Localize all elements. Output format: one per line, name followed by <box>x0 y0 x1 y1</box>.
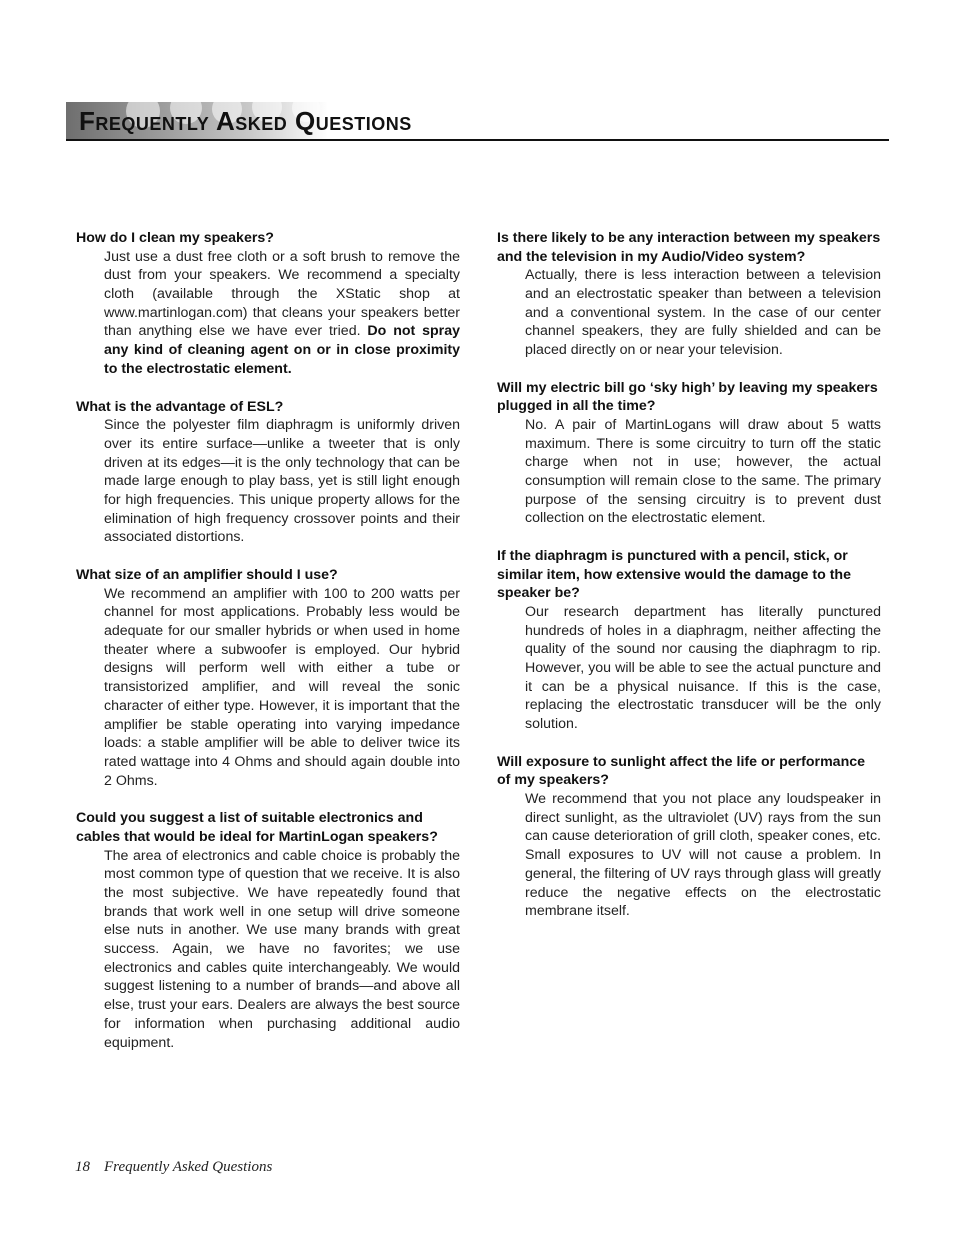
page-title: Frequently Asked Questions <box>79 106 412 136</box>
faq-answer: We recommend that you not place any loudspeaker in direct sunlight, as the ultraviolet (UV) rays from the sun can cause deterioration of grill cloth, speaker cones, etc. Small exposures to UV will not cause a problem. In general, the filtering of UV rays through glass will greatly reduce the negative effects on the electrostatic membrane itself. <box>525 791 881 920</box>
faq-item <box>497 753 881 921</box>
faq-answer: Actually, there is less interaction between a television and an electrostatic speaker than between a television and a conventional system. In the case of our center channel speakers, they are fully shielded and can be placed directly on or near your television. <box>525 267 881 358</box>
page-number: 18 <box>75 1159 90 1175</box>
faq-item <box>497 229 881 360</box>
faq-item <box>497 547 881 734</box>
faq-question: What is the advantage of ESL? <box>76 398 284 415</box>
faq-answer: Our research department has literally punctured hundreds of holes in a diaphragm, neither affecting the quality of the sound nor causing the diaphragm to rip. However, you will be able to see the actual puncture and it can be a physical nuisance. If this is the case, replacing the electrostatic transducer will be the only solution. <box>525 603 881 733</box>
right-column <box>497 229 881 940</box>
faq-answer: No. A pair of MartinLogans will draw about 5 watts maximum. There is some circuitry to turn off the static charge when not in use; however, the actual consumption will remain close to the same. The primary purpose of the sensing circuitry is to prevent dust collection on the electrostatic element. <box>525 416 881 527</box>
faq-question: Will my electric bill go ‘sky high’ by leaving my speakers plugged in all the time? <box>497 379 878 415</box>
faq-question: How do I clean my speakers? <box>76 230 274 246</box>
faq-question: If the diaphragm is punctured with a pencil, stick, or similar item, how extensive would the damage to the speaker be? <box>497 548 851 602</box>
faq-answer-text: Just use a dust free cloth or a soft brush to remove the dust from your speakers. We recommend a specialty cloth (available through the XStatic shop at www.martinlogan.com) that cleans your speakers better than anything else we have ever tried. <box>104 248 460 340</box>
faq-answer-warning: Do not spray any kind of cleaning agent on or in close proximity to the electrostatic element. <box>104 323 460 377</box>
faq-question: Could you suggest a list of suitable electronics and cables that would be ideal for MartinLogan speakers? <box>76 810 438 845</box>
page-header <box>66 100 889 141</box>
faq-item <box>76 229 460 379</box>
faq-item <box>76 398 460 548</box>
header-rule <box>66 139 889 141</box>
faq-item <box>76 809 460 1052</box>
page-footer <box>75 1159 272 1176</box>
faq-answer: Since the polyester film diaphragm is uniformly driven over its entire surface—unlike a tweeter that is only driven at its edges—it is the only technology that can be made large enough to play bass, yet is still light enough for high frequencies. This unique property allows for the elimination of high frequency crossover points and their associated distortions. <box>104 417 460 546</box>
faq-item <box>497 379 881 528</box>
faq-item <box>76 566 460 790</box>
faq-answer <box>104 248 460 379</box>
faq-question: Will exposure to sunlight affect the life or performance of my speakers? <box>497 753 866 789</box>
faq-question: Is there likely to be any interaction between my speakers and the television in my Audio/Video system? <box>497 230 881 265</box>
footer-section-title: Frequently Asked Questions <box>104 1159 273 1175</box>
faq-answer: The area of electronics and cable choice is probably the most common type of question that we receive. It is also the most subjective. We have repeatedly found that brands that work well in one setup will drive someone else nuts in another. We use many brands with great success. Again, we have no favorites; we use electronics and cables quite interchangeably. We would suggest listening to a number of brands—and above all else, trust your ears. Dealers are always the best source for information when purchasing additional audio equipment. <box>104 847 460 1051</box>
faq-question: What size of an amplifier should I use? <box>76 567 338 584</box>
faq-answer: We recommend an amplifier with 100 to 200 watts per channel for most applications. Probably less would be adequate for our smaller hybrids or when used in home theater where a subwoofer is employed. Our hybrid designs will perform well with either a tube or transistorized amplifier, and will reveal the sonic character of either type. However, it is important that the amplifier be stable operating into varying impedance loads: a stable amplifier will be able to deliver twice its rated wattage into 4 Ohms and should again double into 2 Ohms. <box>104 585 460 789</box>
left-column <box>76 229 460 1071</box>
